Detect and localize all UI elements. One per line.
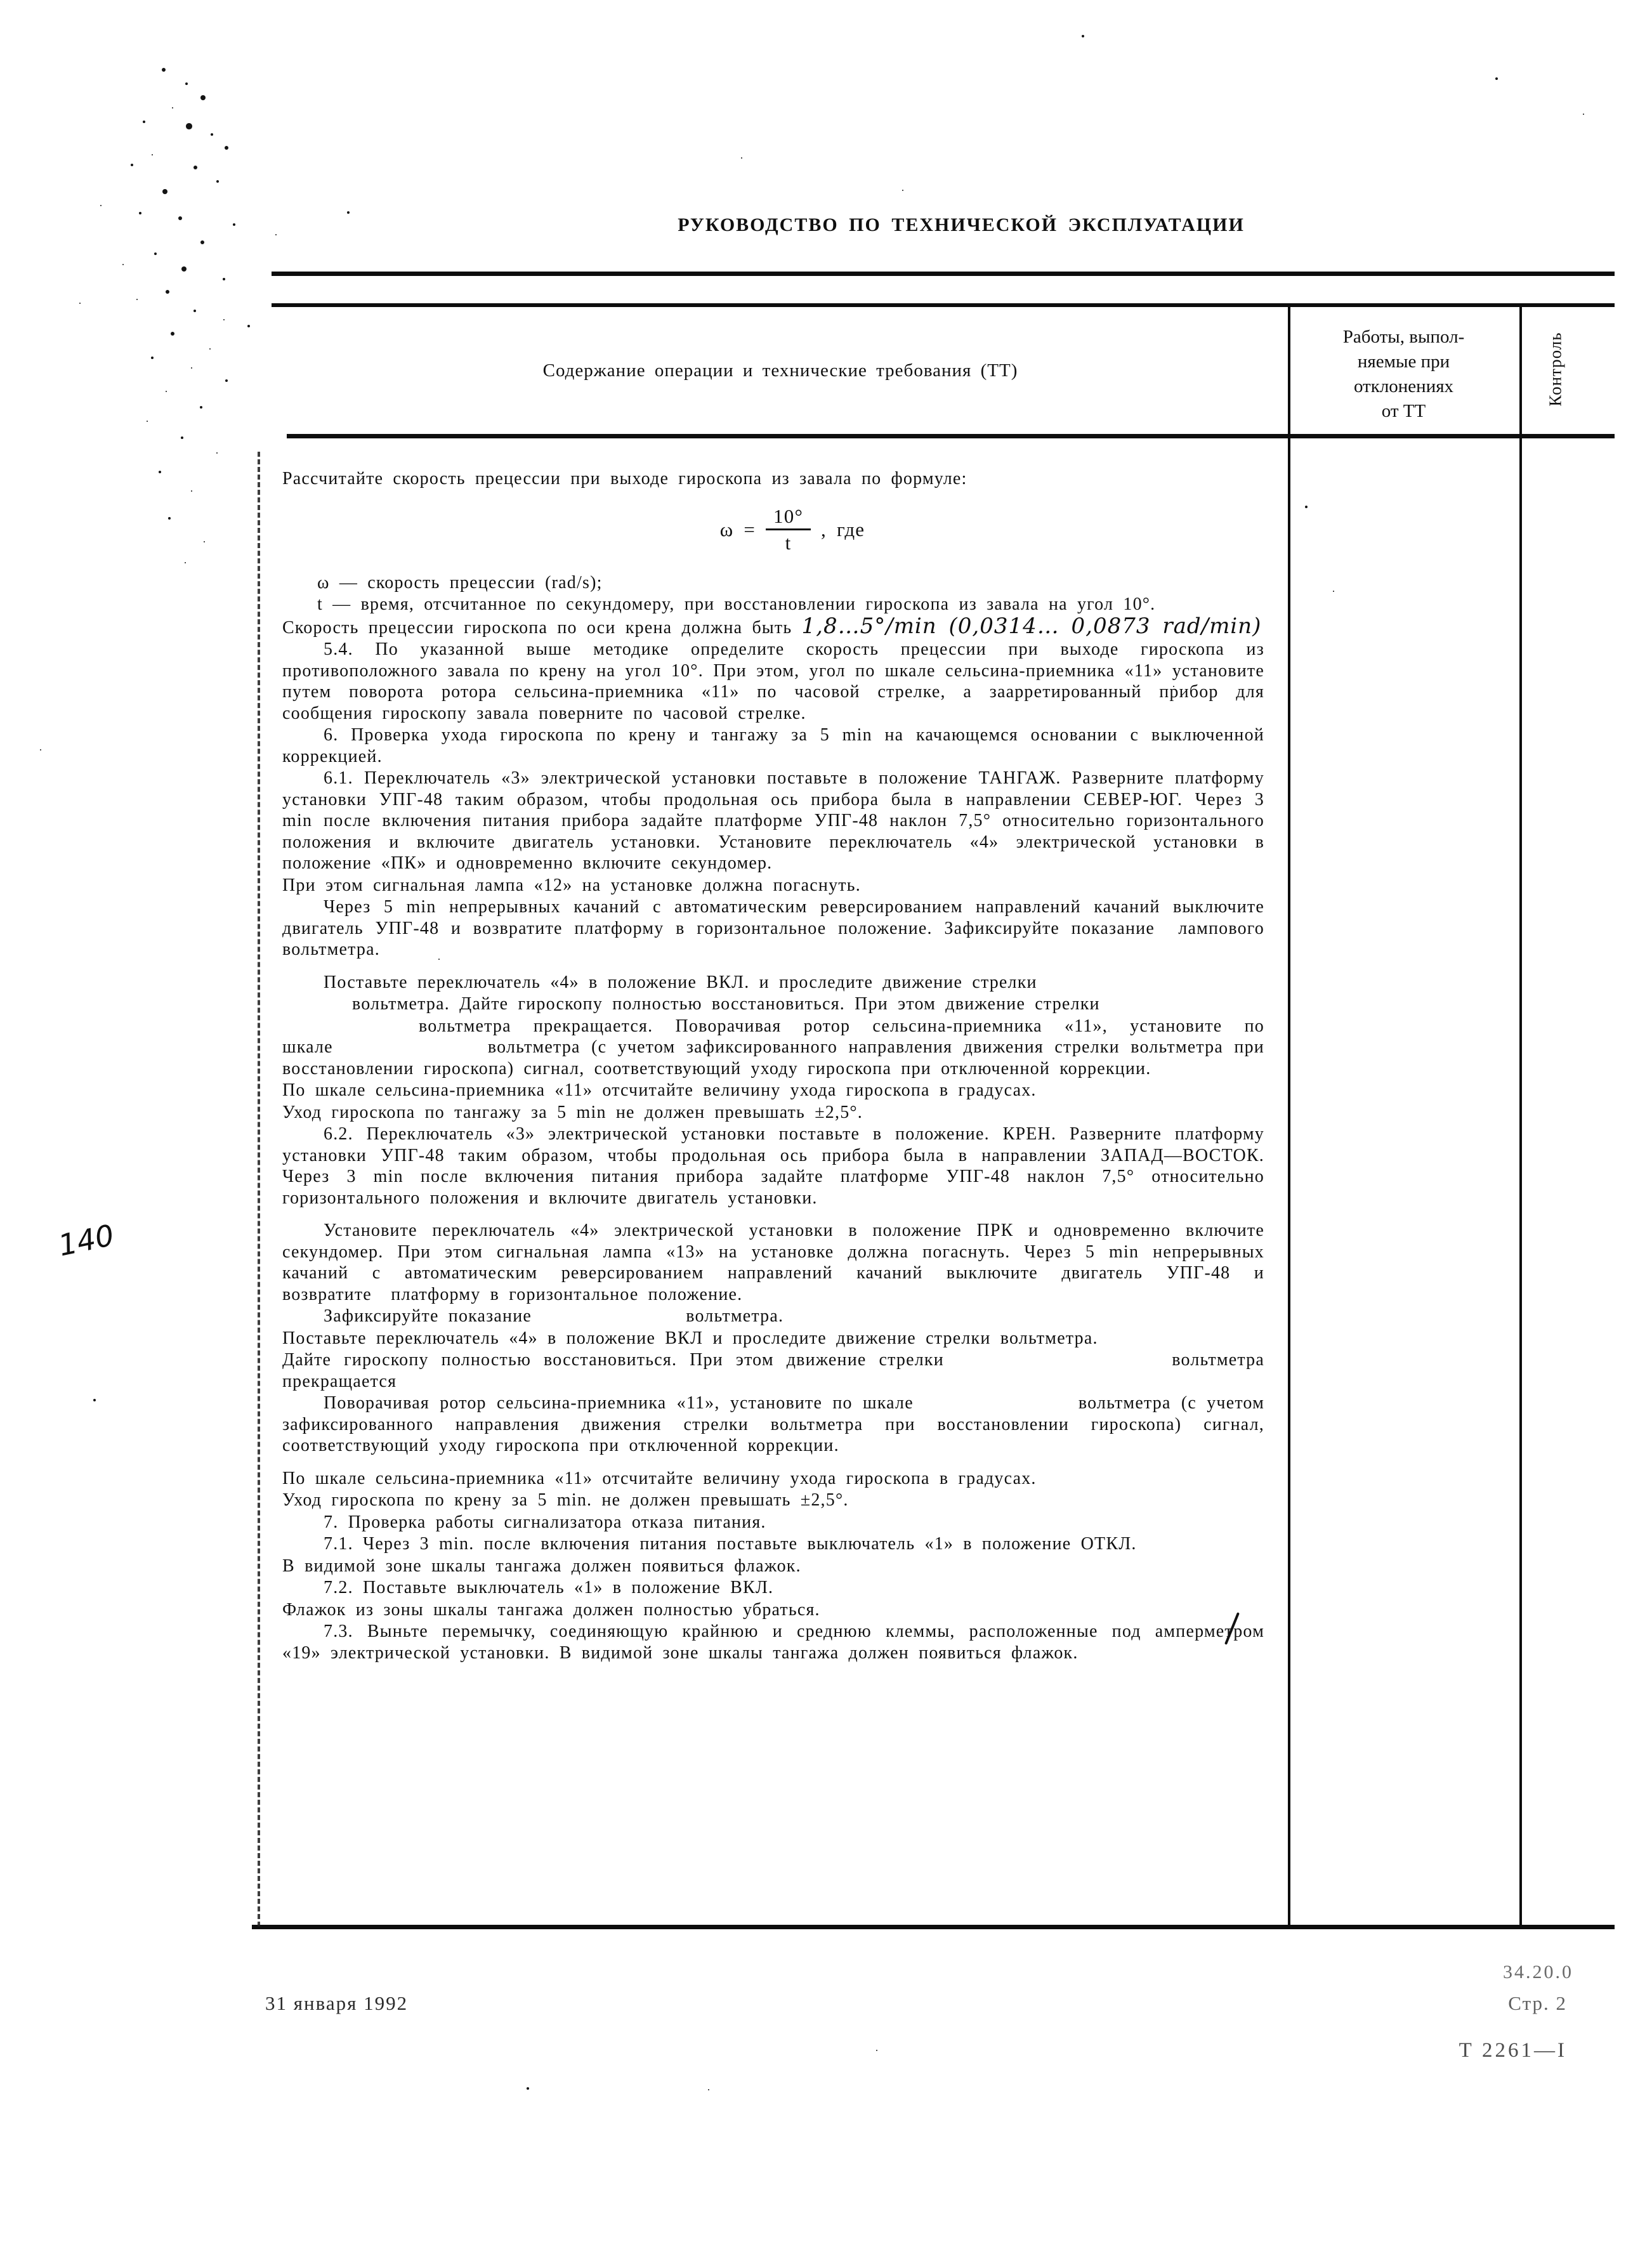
column-header-deviations-line: няемые при [1357,351,1450,372]
column-divider-deviations [1288,303,1290,1929]
definition-t: t — время, отсчитанное по секундомеру, при восстановлении гироскопа из завала на угол 10°. [317,594,1156,615]
speed-spec-printed: Скорость прецессии гироскопа по оси крена должна быть [282,617,802,638]
column-header-deviations [1288,325,1519,424]
paragraph: Рассчитайте скорость прецессии при выходе гироскопа из завала по формуле: [282,469,967,488]
footer-doc-code: Т 2261—I [1459,2039,1567,2062]
table-border-top [272,272,1615,276]
para-7-1: 7.1. Через 3 min. после включения питания поставьте выключатель «1» в положение ОТКЛ. [324,1534,1137,1554]
para-7-2: 7.2. Поставьте выключатель «1» в положение ВКЛ. [324,1578,774,1598]
paragraph: Установите переключатель «4» электрической установки в положение ПРК и одновременно включите секундомер. При этом сигнальная лампа «13» на установке должна погаснуть. Через 5 min непрерывных качаний с автоматическим реверсированием направлений качаний выключите двигатель УПГ-48 и возвратите платформу в горизонтальное положение. [282,1221,1264,1304]
para-6: 6. Проверка ухода гироскопа по крену и тангажу за 5 min на качающемся основании с выключенной коррекцией. [282,725,1264,766]
paragraph: В видимой зоне шкалы тангажа должен появиться флажок. [282,1556,801,1576]
footer-page-number: Стр. 2 [1508,1992,1567,2014]
column-header-deviations-line: отклонениях [1353,376,1454,397]
operations-content [282,468,1264,1664]
column-header-control: Контроль [1545,332,1565,407]
paragraph: Поворачивая ротор сельсина-приемника «11», установите по шкале вольтметра (с учетом зафиксированного направления движения стрелки вольтметра при восстановлении гироскопа) сигнал, соответствующий уходу гироскопа при отключенной коррекции. [282,1393,1264,1456]
precession-formula [320,505,1264,554]
para-7: 7. Проверка работы сигнализатора отказа питания. [324,1512,766,1532]
paragraph: При этом сигнальная лампа «12» на установке должна погаснуть. [282,875,861,895]
table-border-header-bottom [287,434,1615,438]
paragraph: вольтметра прекращается. Поворачивая ротор сельсина-приемника «11», установите по шкале вольтметра (с учетом зафиксированного направления движения стрелки вольтметра при восстановлении гироскопа) сигнал, соответствующий уходу гироскопа при отключенной коррекции. [282,1016,1264,1078]
formula-numerator: 10° [766,505,811,531]
paragraph: По шкале сельсина-приемника «11» отсчитайте величину ухода гироскопа в градусах. [282,1080,1037,1101]
table-border-left [258,452,260,1927]
para-5-4: 5.4. По указанной выше методике определите скорость прецессии при выходе гироскопа из противоположного завала по крену на угол 10°. При этом, угол по шкале сельсина-приемника «11» установите путем поворота ротора сельсина-приемника «11» по часовой стрелке, а заарретированный прибор для сообщения гироскопу завала поверните по часовой стрелке. [282,639,1264,723]
paragraph: Дайте гироскопу полностью восстановиться. При этом движение стрелки вольтметра прекращается [282,1350,1264,1391]
column-header-deviations-line: Работы, выпол- [1342,327,1465,347]
paragraph: Уход гироскопа по крену за 5 min. не должен превышать ±2,5°. [282,1490,849,1511]
footer-doc-number: 34.20.0 [1503,1962,1573,1983]
page-title: РУКОВОДСТВО ПО ТЕХНИЧЕСКОЙ ЭКСПЛУАТАЦИИ [678,214,1245,235]
formula-tail: , где [821,518,865,541]
formula-equals: = [744,518,756,541]
column-header-operations: Содержание операции и технические требования (ТТ) [542,360,1018,381]
para-6-1: 6.1. Переключатель «3» электрической установки поставьте в положение ТАНГАЖ. Разверните платформу установки УПГ-48 таким образом, чтобы продольная ось прибора была в направлении СЕВЕР-ЮГ. Через 3 min после включения питания прибора задайте платформе УПГ-48 наклон 7,5° относительно горизонтального положения и включите двигатель установки. Установите переключатель «4» электрической установки в положение «ПК» и одновременно включите секундомер. [282,768,1264,874]
handwritten-margin-note: 140 [55,1217,117,1263]
column-header-deviations-line: от ТТ [1381,401,1426,421]
para-6-2: 6.2. Переключатель «3» электрической установки поставьте в положение. КРЕН. Разверните платформу установки УПГ-48 таким образом, чтобы продольная ось прибора была в направлении ЗАПАД—ВОСТОК. Через 3 min после включения питания прибора задайте платформе УПГ-48 наклон 7,5° относительно горизонтального положения и включите двигатель установки. [282,1124,1264,1208]
para-7-3: 7.3. Выньте перемычку, соединяющую крайнюю и среднюю клеммы, расположенные под амперметром «19» электрической установки. В видимой зоне шкалы тангажа должен появиться флажок. [282,1622,1264,1663]
paragraph: Уход гироскопа по тангажу за 5 min не должен превышать ±2,5°. [282,1102,863,1122]
formula-lhs: ω [719,518,734,541]
table-border-header-top [272,303,1615,307]
speed-spec-paragraph [282,613,1264,639]
paragraph: Через 5 min непрерывных качаний с автоматическим реверсированием направлений качаний выключите двигатель УПГ-48 и возвратите платформу в горизонтальное положение. Зафиксируйте показание лампового вольтметра. [282,897,1264,960]
formula-denominator: t [785,532,792,554]
paragraph: По шкале сельсина-приемника «11» отсчитайте величину ухода гироскопа в градусах. [282,1468,1037,1488]
scan-noise [0,0,3,3]
paragraph: Поставьте переключатель «4» в положение ВКЛ и проследите движение стрелки вольтметра. [282,1328,1098,1348]
paragraph: Флажок из зоны шкалы тангажа должен полностью убраться. [282,1599,820,1620]
paragraph: Зафиксируйте показание вольтметра. [324,1306,784,1327]
footer-date: 31 января 1992 [265,1992,409,2014]
definition-omega: ω — скорость прецессии (rad/s); [317,572,603,593]
speed-spec-handwritten: 1,8…5°/min (0,0314… 0,0873 rad/min) [801,613,1262,639]
table-border-bottom [252,1925,1615,1929]
paragraph: вольтметра. Дайте гироскопу полностью восстановиться. При этом движение стрелки [352,994,1100,1014]
formula-fraction [766,505,811,554]
paragraph: Поставьте переключатель «4» в положение ВКЛ. и проследите движение стрелки [324,972,1037,992]
column-divider-control [1519,303,1522,1929]
